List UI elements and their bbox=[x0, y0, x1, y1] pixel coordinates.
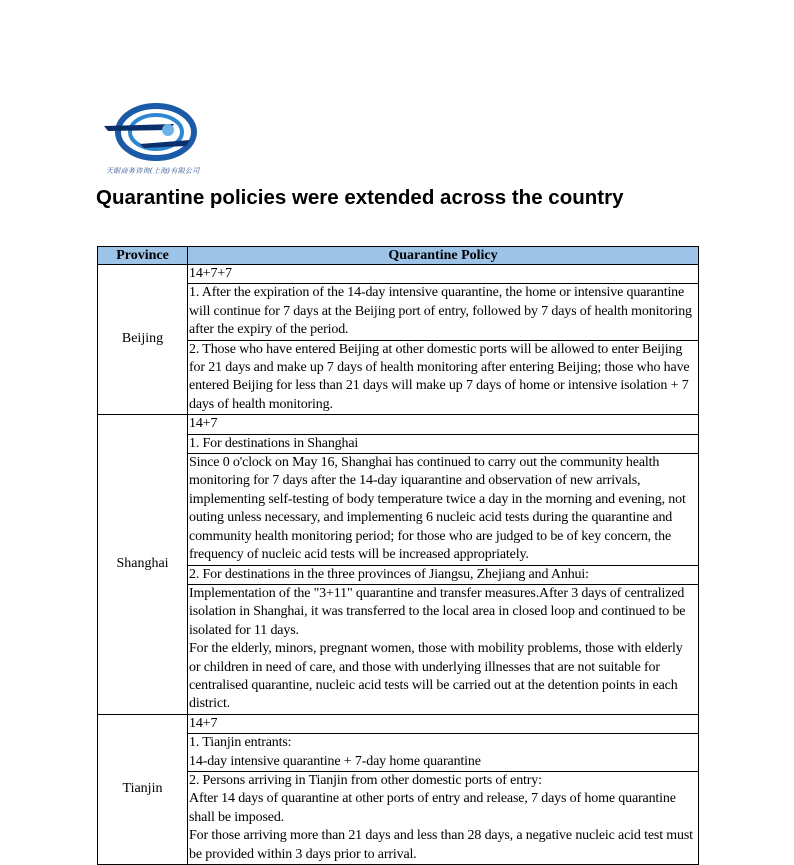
province-tianjin: Tianjin bbox=[98, 714, 188, 864]
table-row bbox=[98, 771, 699, 864]
policy-cell: 14+7 bbox=[188, 415, 699, 434]
policy-paragraph: After 14 days of quarantine at other ports of entry and release, 7 days of home quarantine shall be imposed. bbox=[189, 791, 676, 825]
table-row bbox=[98, 734, 699, 772]
policy-paragraph: Implementation of the "3+11" quarantine and transfer measures.After 3 days of centralized isolation in Shanghai, it was transferred to the local area in closed loop and continued to be isolated for 11 days. bbox=[189, 585, 686, 638]
policy-paragraph: For the elderly, minors, pregnant women, those with mobility problems, those with elderly or children in need of care, and those with underlying illnesses that are not suitable for centralised quarantine, nucleic acid tests will be carried out at the detention points in each district. bbox=[189, 641, 683, 712]
table-row bbox=[98, 584, 699, 714]
policy-cell: Since 0 o'clock on May 16, Shanghai has continued to carry out the community health monitoring for 7 days after the 14-day iquarantine and observation of new arrivals, implementing self-testing of body temperature twice a day in the morning and evening, not outing unless necessary, and implementing 6 nucleic acid tests during the quarantine and community health monitoring period; for those who are judged to be of key concern, the frequency of nucleic acid tests will be increased appropriately. bbox=[188, 454, 699, 565]
policy-cell bbox=[188, 584, 699, 714]
policy-cell bbox=[188, 771, 699, 864]
province-shanghai: Shanghai bbox=[98, 415, 188, 715]
table-row bbox=[98, 565, 699, 584]
header-policy: Quarantine Policy bbox=[188, 247, 699, 265]
table-row bbox=[98, 434, 699, 453]
policy-paragraph: 2. Persons arriving in Tianjin from other domestic ports of entry: bbox=[189, 772, 542, 788]
policy-cell: 14+7+7 bbox=[188, 265, 699, 284]
policy-cell bbox=[188, 734, 699, 772]
policy-paragraph: For those arriving more than 21 days and less than 28 days, a negative nucleic acid test must be provided within 3 days prior to arrival. bbox=[189, 828, 693, 862]
table-row bbox=[98, 714, 699, 733]
policy-cell: 1. For destinations in Shanghai bbox=[188, 434, 699, 453]
policy-paragraph: 14-day intensive quarantine + 7-day home quarantine bbox=[189, 753, 481, 769]
province-beijing: Beijing bbox=[98, 265, 188, 415]
policy-cell: 1. After the expiration of the 14-day intensive quarantine, the home or intensive quarantine will continue for 7 days at the Beijing port of entry, followed by 7 days of health monitoring after the expiry of the period. bbox=[188, 284, 699, 340]
table-row bbox=[98, 265, 699, 284]
policy-cell: 14+7 bbox=[188, 714, 699, 733]
logo-caption: 天眼商务咨询(上海)有限公司 bbox=[106, 167, 200, 175]
quarantine-table bbox=[97, 246, 699, 865]
table-header-row bbox=[98, 247, 699, 265]
policy-cell: 2. For destinations in the three provinces of Jiangsu, Zhejiang and Anhui: bbox=[188, 565, 699, 584]
page-title: Quarantine policies were extended across the country bbox=[96, 186, 624, 209]
header-province: Province bbox=[98, 247, 188, 265]
table-row bbox=[98, 415, 699, 434]
policy-paragraph: 1. Tianjin entrants: bbox=[189, 735, 292, 751]
table-row bbox=[98, 284, 699, 340]
table-row bbox=[98, 454, 699, 565]
policy-cell: 2. Those who have entered Beijing at other domestic ports will be allowed to enter Beijing for 21 days and make up 7 days of health monitoring after entering Beijing; those who have entered Beijing for less than 21 days will make up 7 days of home or intensive isolation + 7 days of health monitoring. bbox=[188, 340, 699, 415]
table-row bbox=[98, 340, 699, 415]
